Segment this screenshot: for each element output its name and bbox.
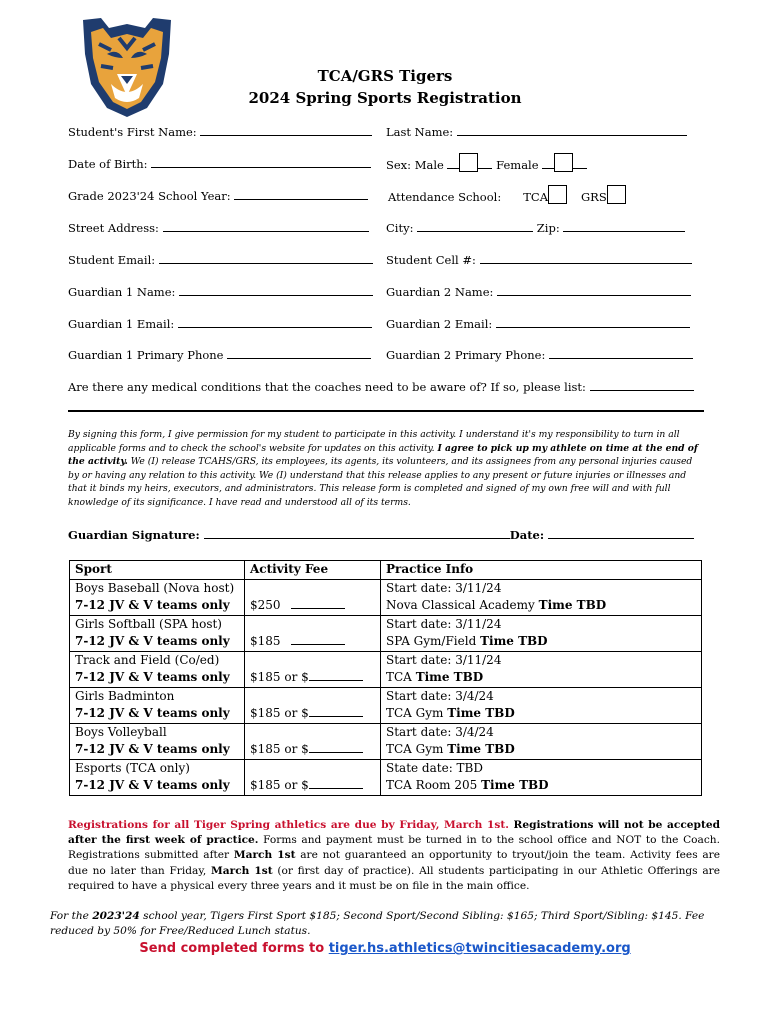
send-instructions <box>0 941 770 956</box>
notice-date: March 1st <box>211 864 273 877</box>
email-link[interactable]: tiger.hs.athletics@twincitiesacademy.org <box>328 941 631 956</box>
sport-name: Boys Volleyball <box>75 724 167 739</box>
guardian1-name-field[interactable] <box>68 284 373 299</box>
field-label: GRS <box>581 190 607 204</box>
date-of-birth-field[interactable] <box>68 156 371 171</box>
practice-venue: TCA Room 205 <box>386 778 478 792</box>
practice-time: Time TBD <box>480 634 548 648</box>
sex-field[interactable] <box>386 153 587 172</box>
practice-date: Start date: 3/4/24 <box>386 688 494 703</box>
page-title: TCA/GRS Tigers <box>317 67 453 85</box>
practice-info-cell <box>381 687 702 723</box>
table-row <box>70 651 702 687</box>
guardian-signature-label: Guardian Signature: <box>68 528 200 542</box>
field-label: Are there any medical conditions that the coaches need to be aware of? If so, please list: <box>68 380 586 394</box>
fee-value: $185 <box>250 634 281 648</box>
sport-cell <box>70 615 245 651</box>
practice-date: Start date: 3/11/24 <box>386 616 502 631</box>
table-row <box>70 687 702 723</box>
practice-info-cell <box>381 759 702 795</box>
practice-venue: TCA <box>386 670 412 684</box>
guardian2-name-field[interactable] <box>386 284 691 299</box>
send-label: Send completed forms to <box>139 941 329 956</box>
practice-date: Start date: 3/4/24 <box>386 724 494 739</box>
table-row <box>70 723 702 759</box>
notice-bold-text: Registrations will not be accepted after the first week of practice. <box>68 819 720 847</box>
fee-value: $250 <box>250 598 281 612</box>
sport-name: Girls Badminton <box>75 688 175 703</box>
field-label: Guardian 1 Name: <box>68 285 176 299</box>
grade-field[interactable] <box>68 188 368 203</box>
sport-cell <box>70 759 245 795</box>
field-label: Student's First Name: <box>68 125 197 139</box>
notice-date: March 1st <box>233 849 296 862</box>
sport-teams: 7-12 JV & V teams only <box>75 634 230 648</box>
table-row <box>70 759 702 795</box>
release-text: By signing this form, I give permission for my student to participate in this activity. I understand it's my responsibility to turn in all applicable forms and to check the school's website for updates on this activity. <box>68 429 680 454</box>
table-header-row <box>70 561 702 580</box>
field-label: Street Address: <box>68 221 159 235</box>
guardian2-phone-field[interactable] <box>386 347 693 362</box>
grs-checkbox[interactable] <box>607 185 626 204</box>
field-label: Zip: <box>536 221 560 235</box>
male-checkbox[interactable] <box>459 153 478 172</box>
practice-info-cell <box>381 579 702 615</box>
practice-date: Start date: 3/11/24 <box>386 580 502 595</box>
field-label: Grade 2023'24 School Year: <box>68 189 231 203</box>
practice-time: Time TBD <box>415 670 484 684</box>
sport-cell <box>70 651 245 687</box>
fee-text: For the <box>50 910 93 922</box>
sport-teams: 7-12 JV & V teams only <box>75 670 230 684</box>
field-label: Guardian 2 Name: <box>386 285 494 299</box>
field-label: Date of Birth: <box>68 157 148 171</box>
sport-name: Boys Baseball (Nova host) <box>75 580 235 595</box>
release-pickup-text: I agree to pick up my athlete on time at the end of the activity. <box>68 442 698 468</box>
field-label: City: <box>386 221 414 235</box>
field-label: Student Cell #: <box>386 253 476 267</box>
release-text: We (I) release TCAHS/GRS, its employees, its agents, its volunteers, and its assignees from any personal injuries caused by or having any relation to this activity. We (I) understand that this release applies to any present or future injuries or illnesses and that it binds my heirs, executors, and administrators. This release form is completed and signed of my own free will and with full knowledge of its significance. I have read and understood all of its terms. <box>68 456 693 508</box>
sport-teams: 7-12 JV & V teams only <box>75 778 230 792</box>
practice-venue: Nova Classical Academy <box>386 598 535 612</box>
student-email-field[interactable] <box>68 252 373 267</box>
tca-checkbox[interactable] <box>548 185 567 204</box>
field-label: TCA <box>523 190 548 204</box>
fee-cell[interactable] <box>245 759 381 795</box>
sport-name: Esports (TCA only) <box>75 760 190 775</box>
guardian2-email-field[interactable] <box>386 316 690 331</box>
field-label: Guardian 2 Primary Phone: <box>386 348 546 362</box>
practice-info-cell <box>381 651 702 687</box>
sport-teams: 7-12 JV & V teams only <box>75 742 230 756</box>
fee-cell[interactable] <box>245 615 381 651</box>
sport-name: Track and Field (Co/ed) <box>75 652 220 667</box>
page-subtitle: 2024 Spring Sports Registration <box>248 89 522 107</box>
practice-time: Time TBD <box>538 598 607 612</box>
field-label: Sex: Male <box>386 158 444 172</box>
sport-cell <box>70 687 245 723</box>
practice-time: Time TBD <box>481 778 549 792</box>
guardian1-phone-field[interactable] <box>68 347 371 362</box>
table-row <box>70 579 702 615</box>
sport-cell <box>70 579 245 615</box>
deadline-text: Registrations for all Tiger Spring athletics are due by Friday, March 1st. <box>68 819 509 831</box>
notice-text: Forms and payment must be turned in to the school office and NOT to the Coach. Registrations submitted after <box>68 834 720 862</box>
sport-teams: 7-12 JV & V teams only <box>75 598 230 612</box>
fee-cell[interactable] <box>245 579 381 615</box>
medical-conditions-field[interactable] <box>68 379 694 394</box>
practice-time: Time TBD <box>447 706 515 720</box>
field-label: Guardian 2 Email: <box>386 317 493 331</box>
fee-cell[interactable] <box>245 651 381 687</box>
notice-text: are not guaranteed an opportunity to tryout/join the team. Activity fees are due no later than Friday, <box>68 849 721 877</box>
column-header: Activity Fee <box>245 561 381 580</box>
column-header: Practice Info <box>381 561 702 580</box>
signature-line[interactable] <box>68 527 694 542</box>
field-label: Student Email: <box>68 253 156 267</box>
sport-teams: 7-12 JV & V teams only <box>75 706 230 720</box>
practice-time: Time TBD <box>447 742 515 756</box>
guardian1-email-field[interactable] <box>68 316 372 331</box>
practice-date: State date: TBD <box>386 760 483 775</box>
fee-value: $185 or $ <box>250 706 309 720</box>
attendance-school-field[interactable] <box>388 185 626 204</box>
city-zip-field[interactable] <box>386 220 685 235</box>
release-statement <box>68 428 704 510</box>
practice-venue: TCA Gym <box>386 706 444 720</box>
fee-text: school year, Tigers First Sport $185; Second Sport/Second Sibling: $165; Third Sport/Sibling: $145. Fee reduced by 50% for Free/Reduced Lunch status. <box>50 910 705 937</box>
fee-value: $185 or $ <box>250 778 309 792</box>
practice-venue: SPA Gym/Field <box>386 634 477 648</box>
column-header: Sport <box>70 561 245 580</box>
field-label: Guardian 1 Primary Phone <box>68 348 224 362</box>
field-label: Last Name: <box>386 125 454 139</box>
practice-venue: TCA Gym <box>386 742 444 756</box>
sport-cell <box>70 723 245 759</box>
divider <box>68 410 704 412</box>
last-name-field[interactable] <box>386 124 687 139</box>
field-label: Guardian 1 Email: <box>68 317 175 331</box>
fee-year: 2023'24 <box>92 910 140 922</box>
fee-value: $185 or $ <box>250 670 309 684</box>
table-row <box>70 615 702 651</box>
field-label: Female <box>496 158 539 172</box>
fee-info <box>50 909 730 939</box>
female-checkbox[interactable] <box>554 153 573 172</box>
registration-notice <box>68 818 720 894</box>
practice-info-cell <box>381 615 702 651</box>
notice-text: (or first day of practice). All students participating in our Athletic Offerings are required to have a physical every three years and it must be on file in the main office. <box>68 864 720 892</box>
fee-value: $185 or $ <box>250 742 309 756</box>
street-address-field[interactable] <box>68 220 369 235</box>
sports-table <box>69 560 702 796</box>
sport-name: Girls Softball (SPA host) <box>75 616 222 631</box>
field-label: Attendance School: <box>388 190 502 204</box>
fee-cell[interactable] <box>245 723 381 759</box>
student-cell-field[interactable] <box>386 252 692 267</box>
date-label: Date: <box>509 528 545 542</box>
student-first-name-field[interactable] <box>68 124 372 139</box>
practice-info-cell <box>381 723 702 759</box>
fee-cell[interactable] <box>245 687 381 723</box>
practice-date: Start date: 3/11/24 <box>386 652 502 667</box>
